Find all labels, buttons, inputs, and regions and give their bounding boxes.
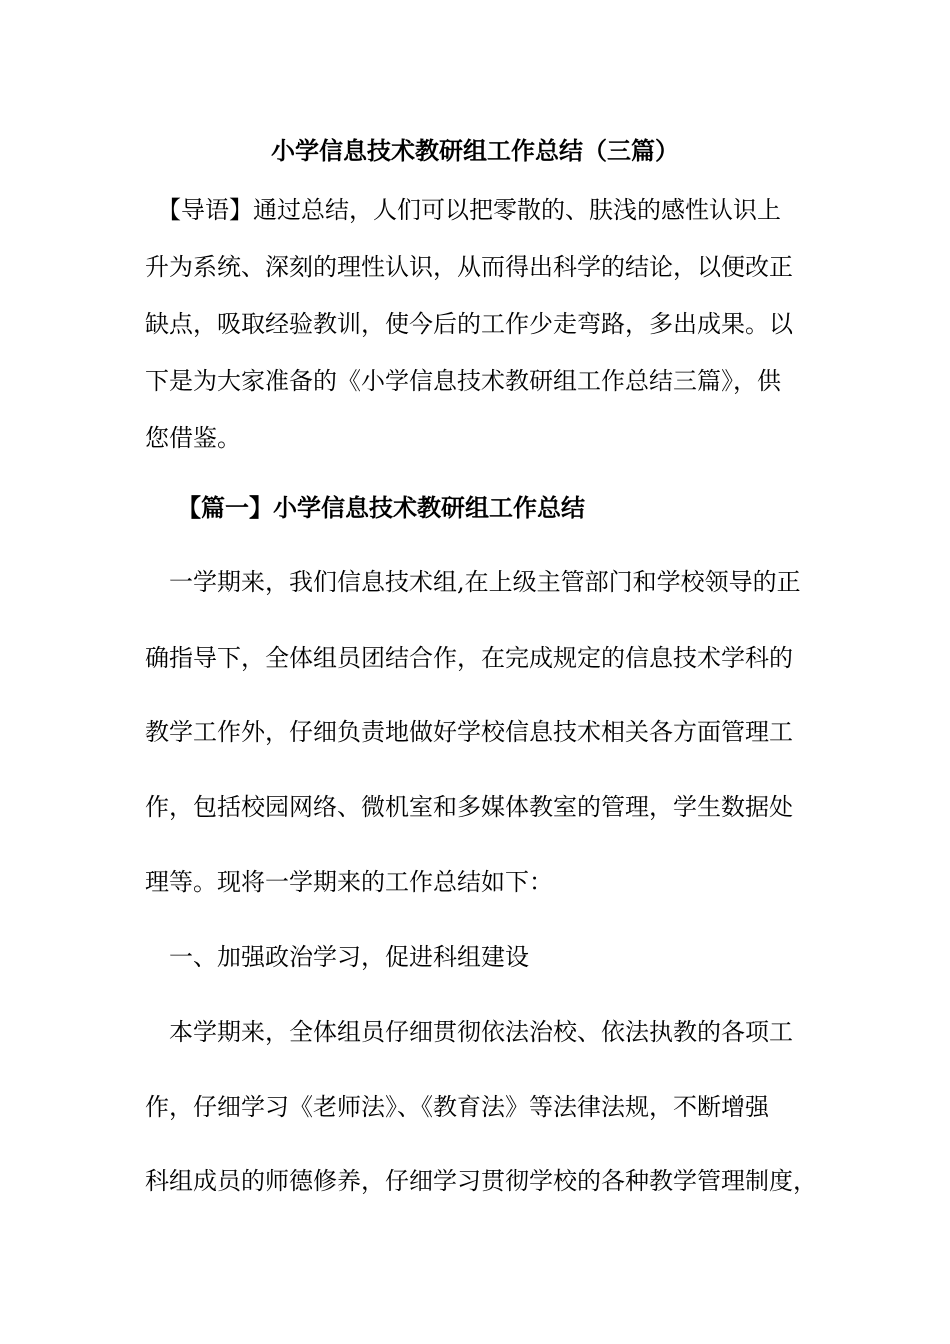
intro-line: 缺点，吸取经验教训，使今后的工作少走弯路，多出成果。以: [145, 310, 793, 338]
body-line: 教学工作外，仔细负责地做好学校信息技术相关各方面管理工: [145, 718, 793, 746]
body-line: 一学期来，我们信息技术组,在上级主管部门和学校领导的正: [145, 568, 801, 596]
intro-line: 下是为大家准备的《小学信息技术教研组工作总结三篇》，供: [145, 367, 781, 395]
body-line: 一、加强政治学习，促进科组建设: [145, 943, 529, 971]
section-heading: 【篇一】小学信息技术教研组工作总结: [165, 493, 585, 522]
body-line: 本学期来，全体组员仔细贯彻依法治校、依法执教的各项工: [145, 1018, 793, 1046]
body-line: 作，包括校园网络、微机室和多媒体教室的管理，学生数据处: [145, 793, 793, 821]
intro-line: 升为系统、深刻的理性认识，从而得出科学的结论，以便改正: [145, 253, 793, 281]
body-line: 作，仔细学习《老师法》、《教育法》等法律法规，不断增强: [145, 1093, 769, 1121]
body-line: 确指导下，全体组员团结合作，在完成规定的信息技术学科的: [145, 644, 793, 672]
body-line: 科组成员的师德修养，仔细学习贯彻学校的各种教学管理制度，: [145, 1167, 817, 1195]
body-line: 理等。现将一学期来的工作总结如下：: [145, 868, 553, 896]
intro-line: 【导语】通过总结，人们可以把零散的、肤浅的感性认识上: [145, 196, 781, 224]
intro-line: 您借鉴。: [145, 424, 241, 452]
document-title: 小学信息技术教研组工作总结（三篇）: [271, 136, 679, 165]
